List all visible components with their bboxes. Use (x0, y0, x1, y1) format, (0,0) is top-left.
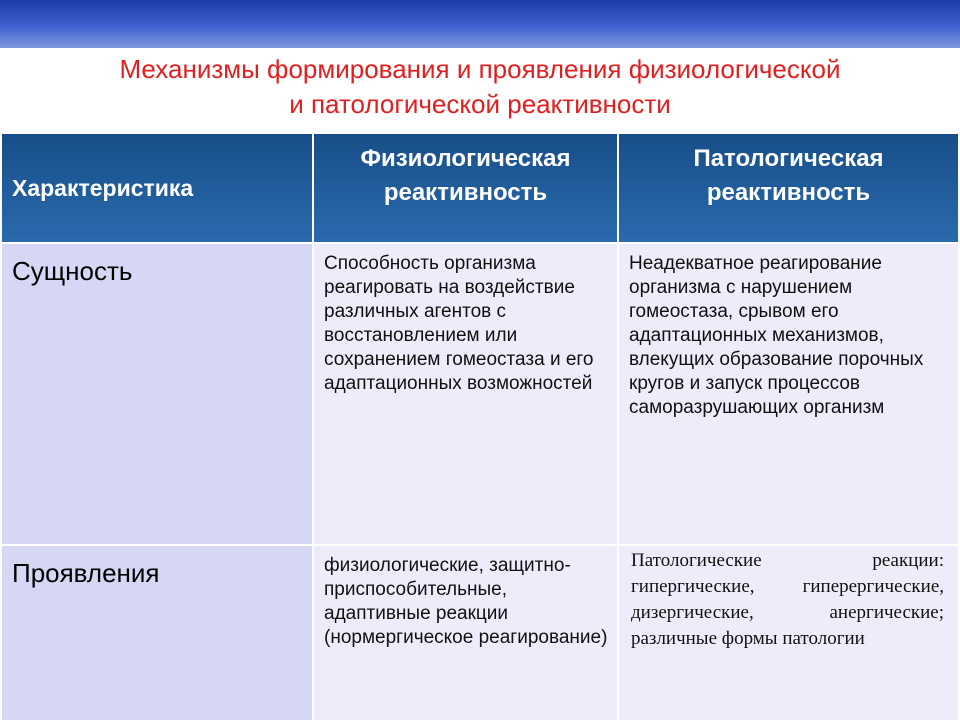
table-header-row (1, 133, 959, 243)
top-banner (0, 0, 960, 48)
cell-essence-pathological (618, 243, 959, 545)
table-row (1, 545, 959, 720)
row-label-essence: Сущность (1, 243, 313, 545)
header-characteristic: Характеристика (1, 133, 313, 243)
cell-manifestations-pathological (618, 545, 959, 720)
cell-text: Неадекватное реагирование организма с нарушением гомеостаза, срывом его адаптационных механизмов, влекущих образование порочных кругов и запуск процессов саморазрушающих организм (629, 253, 924, 418)
title-line-2: и патологической реактивности (289, 89, 671, 119)
title-line-1: Механизмы формирования и проявления физиологической (119, 54, 841, 84)
header-pathological: Патологическая реактивность (618, 133, 959, 243)
header-physiological: Физиологическая реактивность (313, 133, 618, 243)
row-label-manifestations: Проявления (1, 545, 313, 720)
cell-text: Способность организма реагировать на воздействие различных агентов с восстановлением или сохранением гомеостаза и его адаптационных возможностей (324, 253, 594, 394)
cell-manifestations-physiological (313, 545, 618, 720)
slide-title (0, 52, 960, 122)
cell-text: Патологические реакции: гипергические, гиперергические, дизергические, анергические; различные формы патологии (631, 550, 944, 649)
table-row (1, 243, 959, 545)
cell-text: физиологические, защитно-приспособительные, адаптивные реакции (нормергическое реагирование) (324, 555, 608, 648)
cell-essence-physiological (313, 243, 618, 545)
comparison-table (0, 132, 960, 720)
